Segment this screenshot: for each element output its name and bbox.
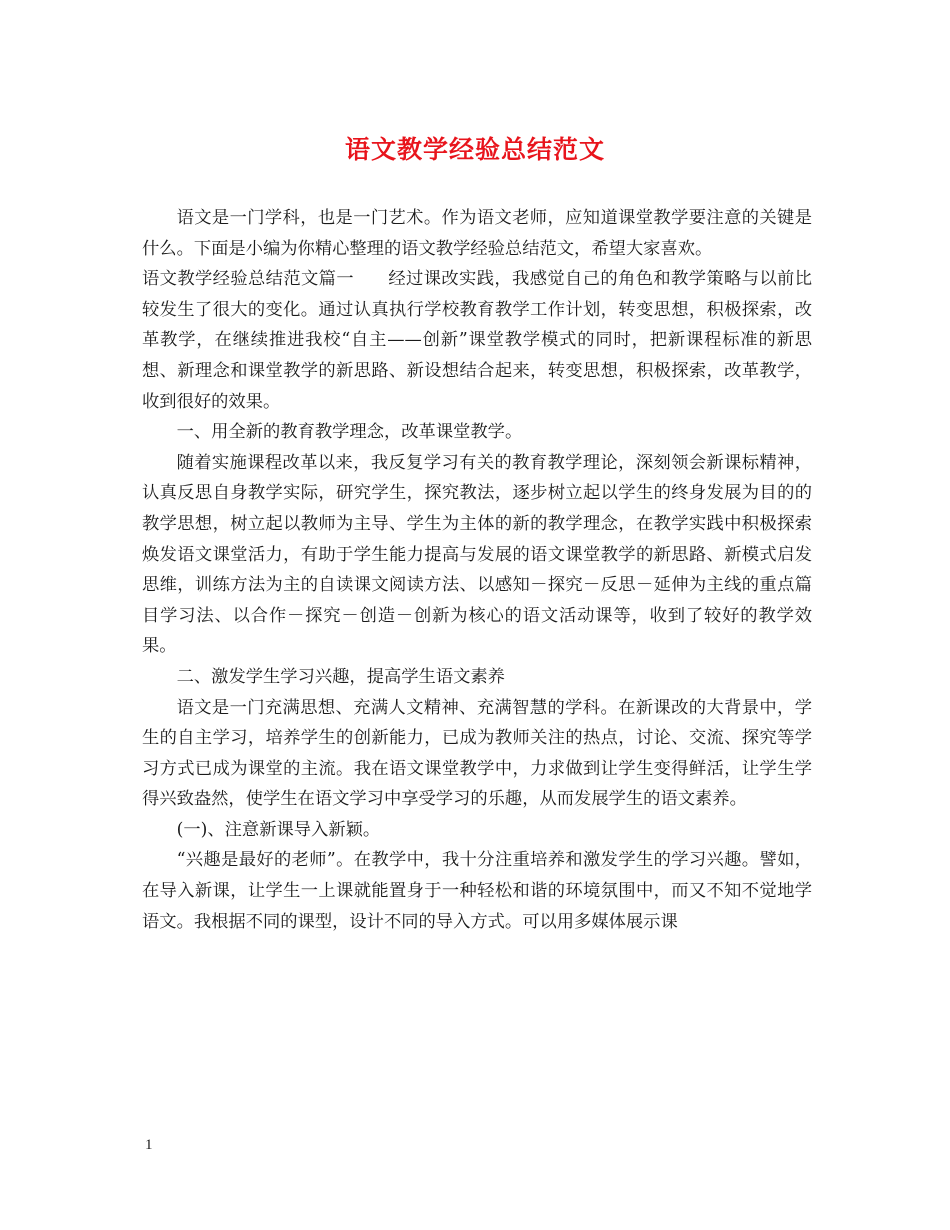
page-number: 1 (145, 1137, 153, 1153)
section1-text: 经过课改实践，我感觉自己的角色和教学策略与以前比较发生了很大的变化。通过认真执行学校教育教学工作计划，转变思想，积极探索，改革教学，在继续推进我校“自主——创新”课堂教学模式的同时，把新课程标准的新思想、新理念和课堂教学的新思路、新设想结合起来，转变思想，积极探索，改革教学，收到很好的效果。 (142, 269, 812, 412)
document-body (142, 203, 812, 937)
point1-heading: 一、用全新的教育教学理念，改革课堂教学。 (176, 422, 523, 443)
sub1-heading: (一)、注意新课导入新颖。 (176, 819, 381, 840)
point2-paragraph: 语文是一门充满思想、充满人文精神、充满智慧的学科。在新课改的大背景中，学生的自主学习，培养学生的创新能力，已成为教师关注的热点，讨论、交流、探究等学习方式已成为课堂的主流。我在语文课堂教学中，力求做到让学生变得鲜活，让学生学得兴致盎然，使学生在语文学习中享受学习的乐趣，从而发展学生的语文素养。 (142, 697, 812, 810)
sub1-paragraph: “兴趣是最好的老师”。在教学中，我十分注重培养和激发学生的学习兴趣。譬如，在导入新课，让学生一上课就能置身于一种轻松和谐的环境氛围中，而又不知不觉地学语文。我根据不同的课型，设计不同的导入方式。可以用多媒体展示课 (142, 850, 812, 932)
section1-paragraph (142, 264, 812, 417)
point1-paragraph: 随着实施课程改革以来，我反复学习有关的教育教学理论，深刻领会新课标精神，认真反思自身教学实际，研究学生，探究教法，逐步树立起以学生的终身发展为目的的教学思想，树立起以教师为主导、学生为主体的新的教学理念，在教学实践中积极探索焕发语文课堂活力，有助于学生能力提高与发展的语文课堂教学的新思路、新模式启发思维，训练方法为主的自读课文阅读方法、以感知－探究－反思－延伸为主线的重点篇目学习法、以合作－探究－创造－创新为核心的语文活动课等，收到了较好的教学效果。 (142, 452, 812, 657)
page-title: 语文教学经验总结范文 (344, 135, 605, 164)
intro-paragraph: 语文是一门学科，也是一门艺术。作为语文老师，应知道课堂教学要注意的关键是什么。下面是小编为你精心整理的语文教学经验总结范文，希望大家喜欢。 (142, 208, 812, 259)
point2-heading: 二、激发学生学习兴趣，提高学生语文素养 (176, 666, 505, 687)
section1-heading: 语文教学经验总结范文篇一 (142, 269, 354, 290)
